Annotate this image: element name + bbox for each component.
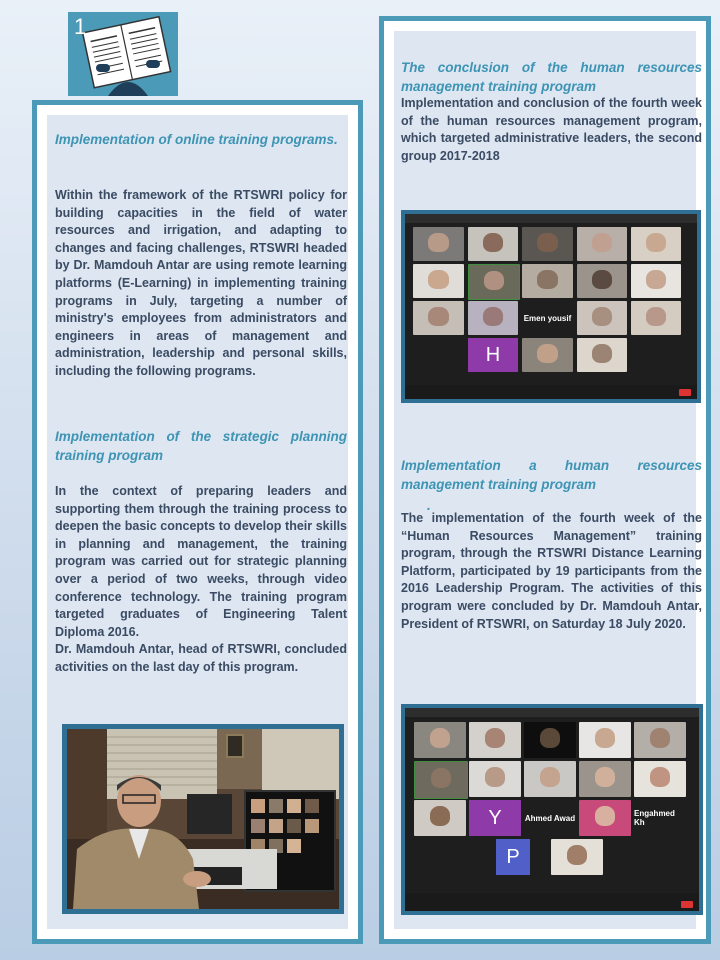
- strategic-planning-heading: Implementation of the strategic planning training program: [55, 429, 347, 463]
- participant-letter-tile: H: [468, 338, 518, 372]
- right-panel-inner: [394, 31, 702, 929]
- participant-letter-tile-y: Y: [469, 800, 521, 836]
- left-panel: [32, 100, 363, 944]
- participant-name-tile: Emen yousif: [522, 301, 573, 335]
- online-training-heading: Implementation of online training programs.: [55, 132, 338, 147]
- page-number: 1: [74, 14, 87, 39]
- strategic-planning-body: In the context of preparing leaders and supporting them through the training process to deepen the basic concepts to develop their skills in planning and management, the training program was carried out for strategic planning over a period of two weeks, through video conference technology. The training program targeted graduates of Engineering Talent Diploma 2016. Dr. Mamdouh Antar, head of RTSWRI, concluded activities on the last day of this program.: [55, 484, 347, 674]
- video-conference-screenshot-2: [401, 704, 703, 915]
- participant-ahmed-awad-tile: Ahmed Awad: [524, 800, 576, 836]
- online-training-body: Within the framework of the RTSWRI policy for building capacities in the field of water resources and irrigation, and adapting to changes and facing challenges, RTSWRI headed by Dr. Mamdouh Antar are using remote learning platforms (E-Learning) in implementing training programs in July, targeting a number of ministry's employees from administrators and engineers in areas of management and administration, leadership and personal skills, including the following programs.: [55, 188, 347, 378]
- right-panel: [379, 16, 711, 944]
- hr-conclusion-heading: The conclusion of the human resources management training program: [401, 60, 702, 94]
- hr-conclusion-body: Implementation and conclusion of the fourth week of the human resources management program, which targeted administrative leaders, the second group 2017-2018: [401, 96, 702, 163]
- left-panel-inner: [47, 115, 348, 929]
- hr-implementation-heading: Implementation a human resources management training program: [401, 458, 702, 492]
- page-number-badge: [68, 12, 178, 96]
- hr-implementation-body: The implementation of the fourth week of the “Human Resources Management” training program, through the RTSWRI Distance Learning Platform, participated by 19 participants from the 2016 Leadership Program. The activities of this program were concluded by Dr. Mamdouh Antar, President of RTSWRI, on Saturday 18 July 2020.: [401, 511, 702, 631]
- dr-antar-videoconference-photo: [62, 724, 344, 914]
- participant-letter-tile-p: P: [496, 839, 530, 875]
- participant-engahmed-tile: Engahmed Kh: [634, 800, 686, 836]
- stray-dot: .: [427, 498, 431, 513]
- video-conference-screenshot-1: [401, 210, 701, 403]
